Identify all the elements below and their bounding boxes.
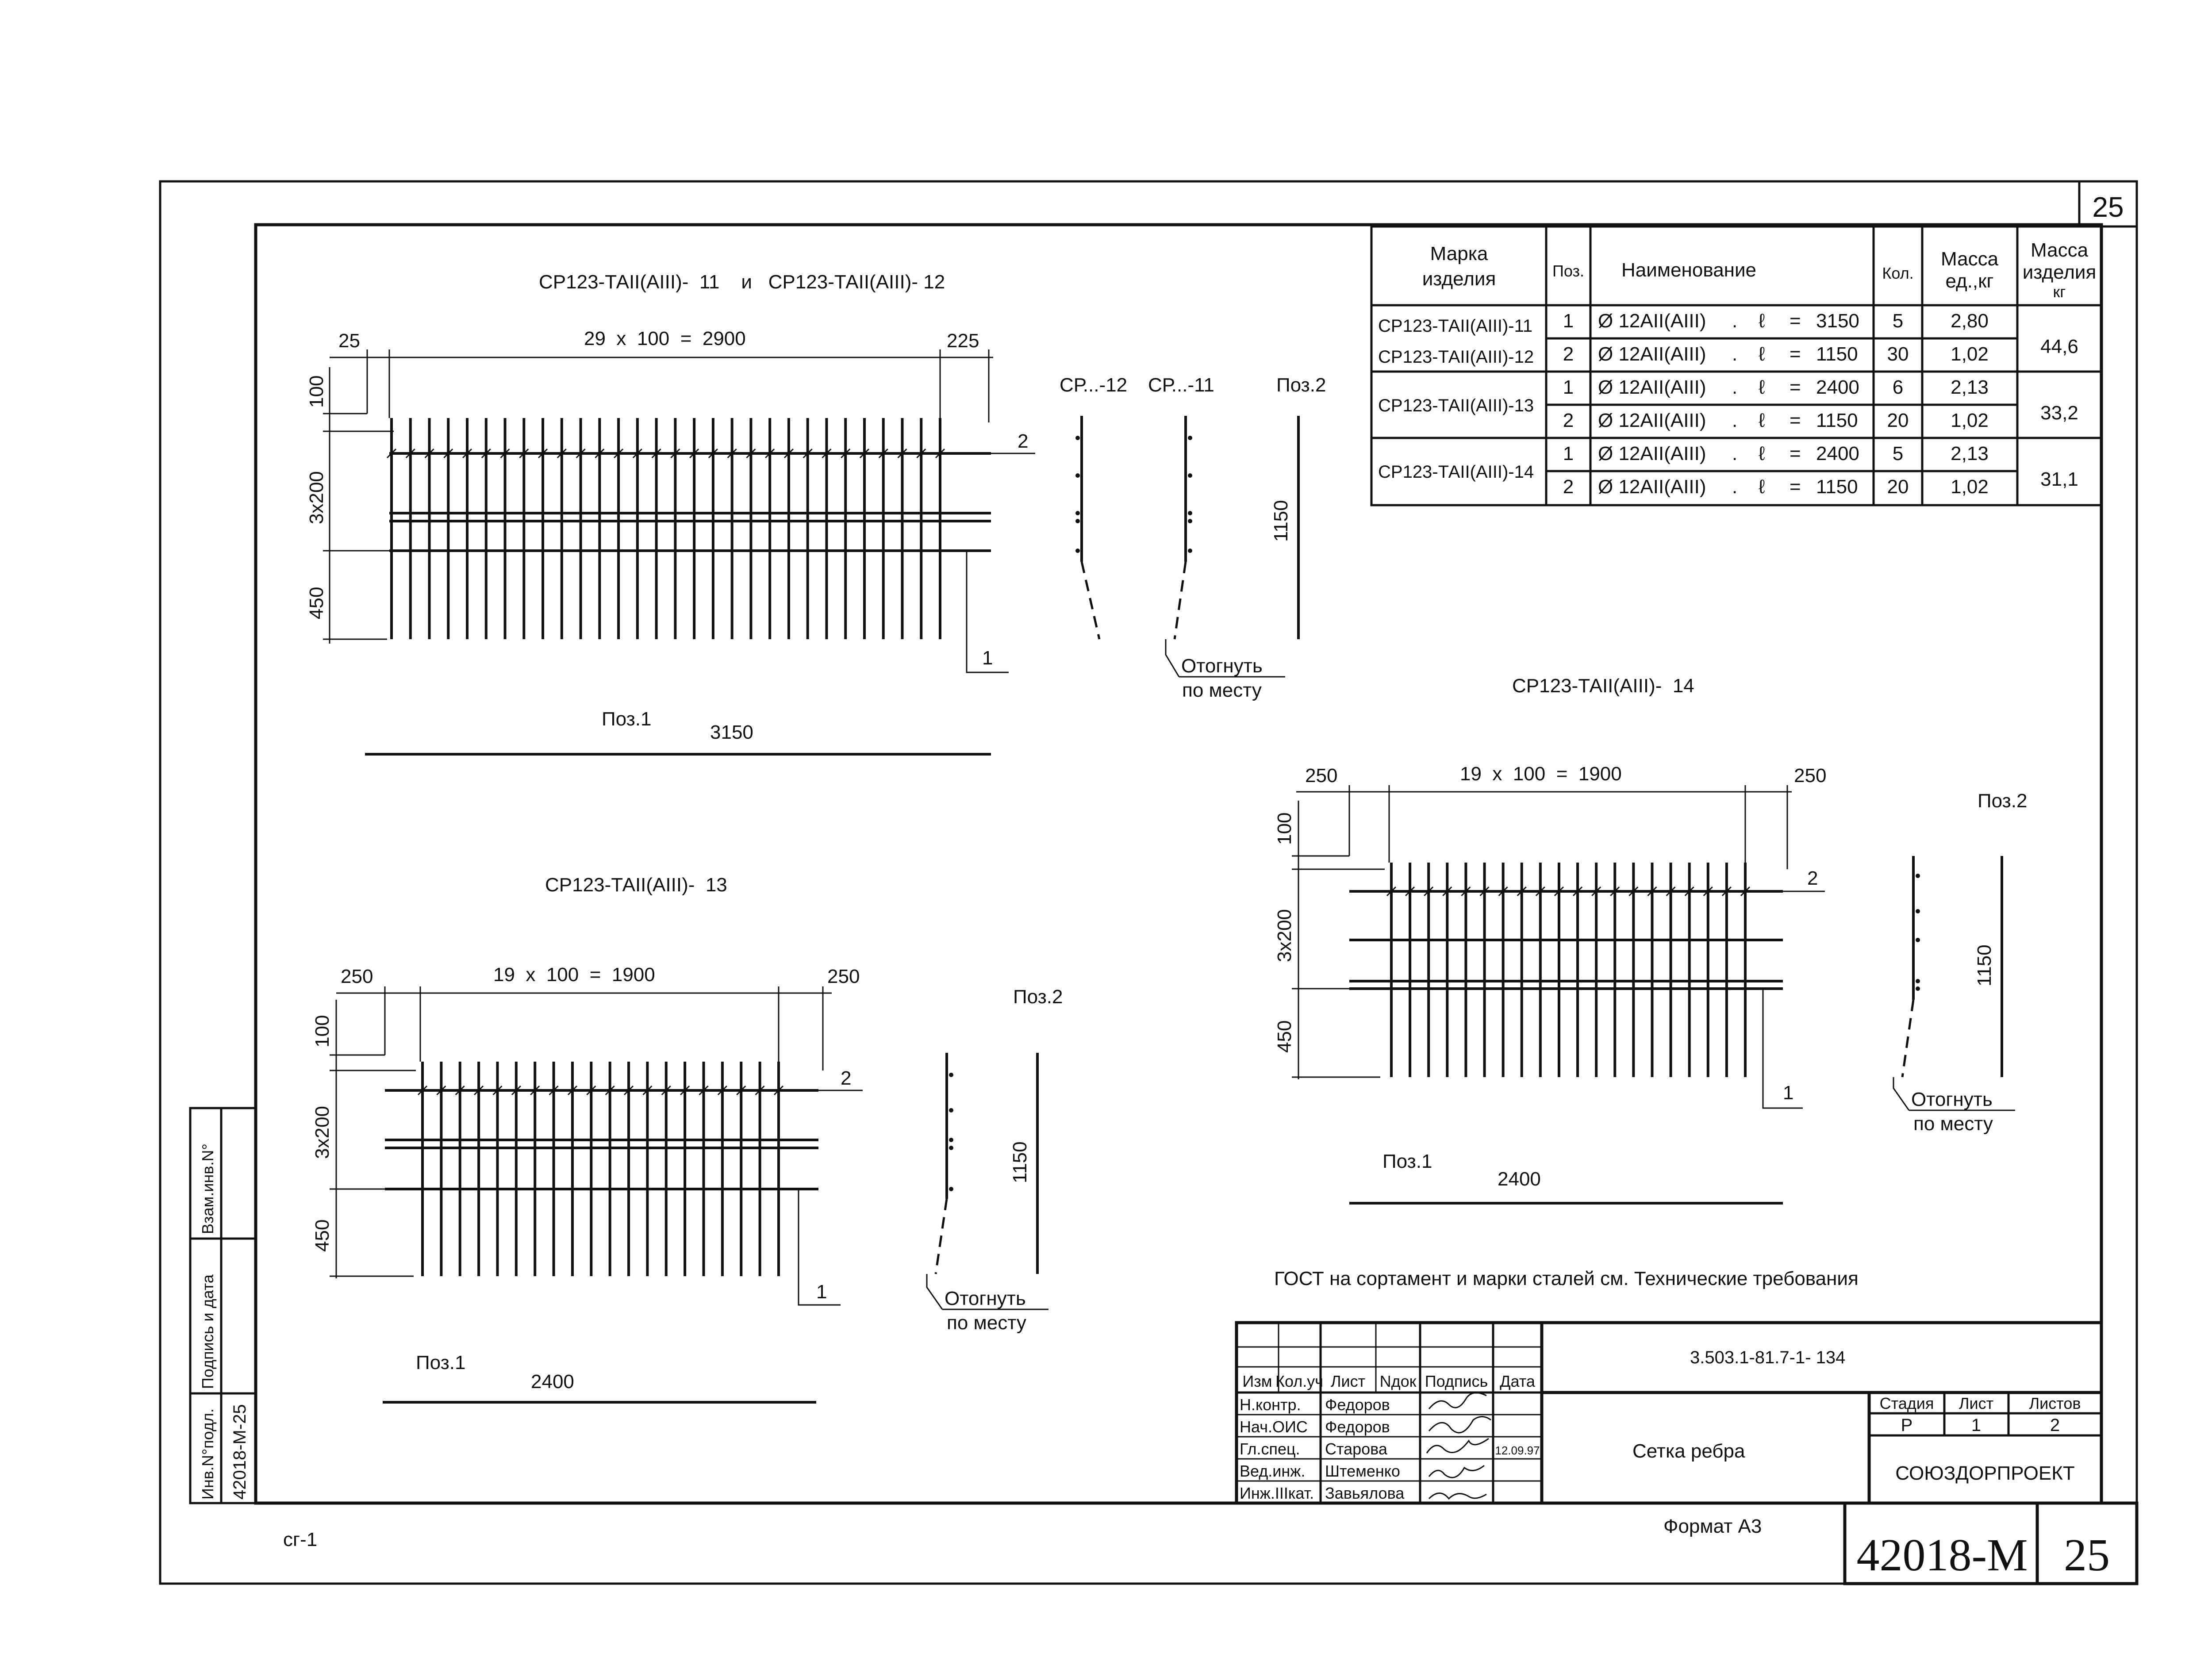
- person-date: 12.09.97: [1495, 1444, 1540, 1457]
- sign-date-label: Подпись и дата: [199, 1274, 217, 1389]
- dim-v-3x200: 3x200: [1274, 909, 1295, 962]
- spec-dot: .: [1732, 410, 1738, 431]
- spec-pos: 1: [1563, 376, 1574, 398]
- mark-12: СР123-ТАII(АIII)-12: [1378, 347, 1534, 367]
- dim-v-100: 100: [311, 1015, 333, 1047]
- hdr-pos: Поз.: [1552, 262, 1584, 280]
- pos2-label: Поз.2: [1978, 790, 2028, 812]
- mesh-vertical-bars: [387, 418, 945, 639]
- pos2-label: Поз.2: [1276, 374, 1326, 396]
- mesh-vertical-bars: [1387, 863, 1750, 1077]
- mesh-horizontal-bars: [1349, 891, 1783, 989]
- pos1-length: 2400: [1498, 1168, 1541, 1190]
- footer-code: сг-1: [283, 1529, 318, 1550]
- spec-unit-mass: 1,02: [1951, 476, 1989, 498]
- spec-diameter: Ø 12АII(АIII): [1598, 443, 1706, 464]
- inv-podl-value: 42018-М-25: [230, 1404, 250, 1500]
- pos1-marker: 1: [982, 647, 993, 669]
- inv-podl-label: Инв.N°подл.: [199, 1408, 217, 1500]
- spec-l: ℓ: [1759, 410, 1765, 431]
- mark-14: СР123-ТАII(АIII)-14: [1378, 462, 1534, 482]
- person-role: Вед.инж.: [1240, 1462, 1306, 1480]
- stage-label: Стадия: [1879, 1394, 1934, 1412]
- spec-l: ℓ: [1759, 310, 1765, 332]
- dim-right: 250: [1794, 765, 1827, 786]
- dim-v-450: 450: [306, 587, 327, 619]
- dim-right: 225: [947, 330, 979, 352]
- person-role: Н.контр.: [1240, 1396, 1301, 1414]
- spec-unit-mass: 2,80: [1951, 310, 1989, 332]
- mesh-horizontal-bars: [389, 453, 991, 551]
- object-name: Сетка ребра: [1632, 1440, 1745, 1462]
- hdr-item-mass-3: кг: [2053, 283, 2066, 301]
- gost-note: ГОСТ на сортамент и марки сталей см. Технические требования: [1274, 1268, 1859, 1289]
- big-code: 42018-М: [1856, 1530, 2028, 1581]
- spec-qty: 5: [1892, 443, 1904, 464]
- hdr-item-mass-2: изделия: [2022, 261, 2097, 283]
- spec-l: ℓ: [1759, 443, 1765, 464]
- drawing-title: СР123-ТАII(АIII)- 11 и СР123-ТАII(АIII)- 12: [539, 271, 945, 293]
- sheet-label: Лист: [1959, 1394, 1994, 1412]
- person-role: Инж.IIIкат.: [1240, 1484, 1314, 1502]
- hdr-qty: Кол.: [1882, 264, 1914, 282]
- spec-pos: 2: [1563, 410, 1574, 431]
- person-name: Штеменко: [1325, 1462, 1400, 1480]
- title-block: [1237, 1323, 2101, 1503]
- spec-length: 1150: [1816, 343, 1858, 365]
- bend-note-1: Отогнуть: [945, 1288, 1026, 1309]
- format-label: Формат А3: [1663, 1515, 1762, 1537]
- title-block-header: [1242, 1372, 1535, 1390]
- hdr-unit-mass: Масса: [1940, 248, 1999, 270]
- mesh-drawing-14: [1274, 675, 2027, 1203]
- person-name: Старова: [1325, 1440, 1387, 1458]
- stage-value: Р: [1901, 1416, 1913, 1435]
- spec-dot: .: [1732, 343, 1738, 365]
- spec-eq: =: [1790, 476, 1801, 498]
- dim-v-3x200: 3x200: [306, 471, 327, 524]
- person-name: Завьялова: [1325, 1484, 1405, 1502]
- hdr-mark-2: изделия: [1422, 268, 1496, 290]
- pos1-label: Поз.1: [602, 708, 652, 730]
- spec-unit-mass: 1,02: [1951, 343, 1989, 365]
- spec-eq: =: [1790, 376, 1801, 398]
- dim-left: 250: [341, 966, 373, 987]
- spec-l: ℓ: [1759, 476, 1765, 498]
- person-name: Федоров: [1325, 1418, 1390, 1436]
- mesh-vertical-bars: [418, 1062, 783, 1276]
- spec-diameter: Ø 12АII(АIII): [1598, 476, 1706, 498]
- hdr-item-mass: Масса: [2030, 239, 2089, 261]
- spec-pos: 1: [1563, 443, 1574, 464]
- sheets-value: 2: [2050, 1416, 2060, 1435]
- spec-qty: 20: [1887, 410, 1909, 431]
- spec-diameter: Ø 12АII(АIII): [1598, 410, 1706, 431]
- sheet-number-top: 25: [2092, 191, 2124, 223]
- dim-v-3x200: 3x200: [311, 1106, 333, 1159]
- spec-eq: =: [1790, 410, 1801, 431]
- spec-length: 2400: [1816, 443, 1859, 464]
- spec-dot: .: [1732, 443, 1738, 464]
- spec-dot: .: [1732, 476, 1738, 498]
- spec-unit-mass: 2,13: [1951, 376, 1989, 398]
- pos1-length: 2400: [531, 1371, 574, 1393]
- spec-eq: =: [1790, 343, 1801, 365]
- side-stamp: [190, 1108, 256, 1503]
- big-sheet: 25: [2064, 1530, 2110, 1581]
- bend-note-1: Отогнуть: [1911, 1089, 1993, 1110]
- dim-middle: 29 x 100 = 2900: [584, 328, 746, 349]
- pos1-label: Поз.1: [1382, 1151, 1432, 1172]
- spec-qty: 20: [1887, 476, 1909, 498]
- spec-length: 1150: [1816, 476, 1858, 498]
- spec-l: ℓ: [1759, 376, 1765, 398]
- pos2-marker: 2: [1018, 430, 1029, 452]
- spec-l: ℓ: [1759, 343, 1765, 365]
- pos1-marker: 1: [1783, 1082, 1794, 1104]
- dim-middle: 19 x 100 = 1900: [493, 964, 655, 986]
- pos2-length: 1150: [1974, 944, 1995, 986]
- hdr-unit-mass-2: ед.,кг: [1945, 270, 1994, 292]
- spec-length: 1150: [1816, 410, 1858, 431]
- spec-dot: .: [1732, 376, 1738, 398]
- dim-right: 250: [827, 966, 860, 987]
- item-mass-2: 33,2: [2040, 402, 2078, 424]
- person-name: Федоров: [1325, 1396, 1390, 1414]
- org-name: СОЮЗДОРПРОЕКТ: [1895, 1462, 2075, 1484]
- hdr-name: Наименование: [1621, 259, 1757, 281]
- doc-code: 3.503.1-81.7-1- 134: [1690, 1348, 1846, 1367]
- dim-left: 250: [1305, 765, 1338, 786]
- drawing-title: СР123-ТАII(АIII)- 13: [545, 874, 727, 896]
- title-block-col-header: Лист: [1330, 1372, 1366, 1390]
- spec-table: [1371, 226, 2101, 505]
- dim-v-450: 450: [1274, 1020, 1295, 1053]
- spec-diameter: Ø 12АII(АIII): [1598, 376, 1706, 398]
- side-label-11: СР...-11: [1148, 374, 1214, 396]
- spec-qty: 6: [1892, 376, 1904, 398]
- signature-marks: [1427, 1393, 1491, 1499]
- spec-qty: 30: [1887, 343, 1909, 365]
- bend-note-2: по месту: [1182, 679, 1262, 701]
- person-role: Нач.ОИС: [1240, 1418, 1308, 1436]
- pos2-length: 1150: [1270, 500, 1292, 542]
- mesh-drawing-13: [311, 874, 1063, 1402]
- pos1-label: Поз.1: [416, 1352, 466, 1373]
- spec-pos: 2: [1563, 343, 1574, 365]
- vzam-label: Взам.инв.N°: [199, 1143, 217, 1234]
- pos2-marker: 2: [841, 1067, 852, 1089]
- dim-v-100: 100: [306, 375, 327, 408]
- sheet-value: 1: [1971, 1416, 1982, 1435]
- pos1-length: 3150: [710, 721, 753, 743]
- pos2-length: 1150: [1009, 1141, 1031, 1183]
- drawing-title: СР123-ТАII(АIII)- 14: [1512, 675, 1694, 697]
- dim-v-100: 100: [1274, 812, 1295, 845]
- title-block-col-header: Подпись: [1425, 1372, 1488, 1390]
- bend-note-2: по месту: [947, 1312, 1026, 1334]
- dim-middle: 19 x 100 = 1900: [1460, 763, 1622, 785]
- bend-note-2: по месту: [1913, 1113, 1993, 1135]
- hdr-mark: Марка: [1430, 243, 1488, 265]
- spec-qty: 5: [1892, 310, 1904, 332]
- spec-length: 3150: [1816, 310, 1859, 332]
- spec-pos: 1: [1563, 310, 1574, 332]
- item-mass-3: 31,1: [2040, 468, 2078, 490]
- mesh-horizontal-bars: [385, 1090, 818, 1189]
- spec-length: 2400: [1816, 376, 1859, 398]
- title-block-people: [1240, 1396, 1540, 1502]
- title-block-col-header: Дата: [1500, 1372, 1535, 1390]
- spec-unit-mass: 1,02: [1951, 410, 1989, 431]
- person-role: Гл.спец.: [1240, 1440, 1300, 1458]
- spec-unit-mass: 2,13: [1951, 443, 1989, 464]
- dim-v-450: 450: [311, 1219, 333, 1252]
- spec-diameter: Ø 12АII(АIII): [1598, 343, 1706, 365]
- pos1-marker: 1: [816, 1281, 827, 1303]
- pos2-marker: 2: [1807, 867, 1818, 889]
- title-block-col-header: Изм: [1242, 1372, 1272, 1390]
- bend-note-1: Отогнуть: [1181, 655, 1263, 677]
- spec-pos: 2: [1563, 476, 1574, 498]
- spec-eq: =: [1790, 443, 1801, 464]
- spec-dot: .: [1732, 310, 1738, 332]
- dim-left: 25: [338, 330, 360, 352]
- mark-13: СР123-ТАII(АIII)-13: [1378, 396, 1534, 415]
- item-mass-1: 44,6: [2040, 336, 2078, 357]
- spec-eq: =: [1790, 310, 1801, 332]
- spec-diameter: Ø 12АII(АIII): [1598, 310, 1706, 332]
- title-block-col-header: Nдок: [1379, 1372, 1417, 1390]
- side-label-12: СР...-12: [1060, 374, 1128, 396]
- title-block-col-header: Кол.уч: [1275, 1372, 1323, 1390]
- pos2-label: Поз.2: [1013, 986, 1063, 1008]
- mark-11: СР123-ТАII(АIII)-11: [1378, 316, 1533, 336]
- bottom-strip: [283, 1503, 2137, 1584]
- sheets-label: Листов: [2029, 1394, 2081, 1412]
- mesh-drawing-11-12: [306, 271, 1326, 754]
